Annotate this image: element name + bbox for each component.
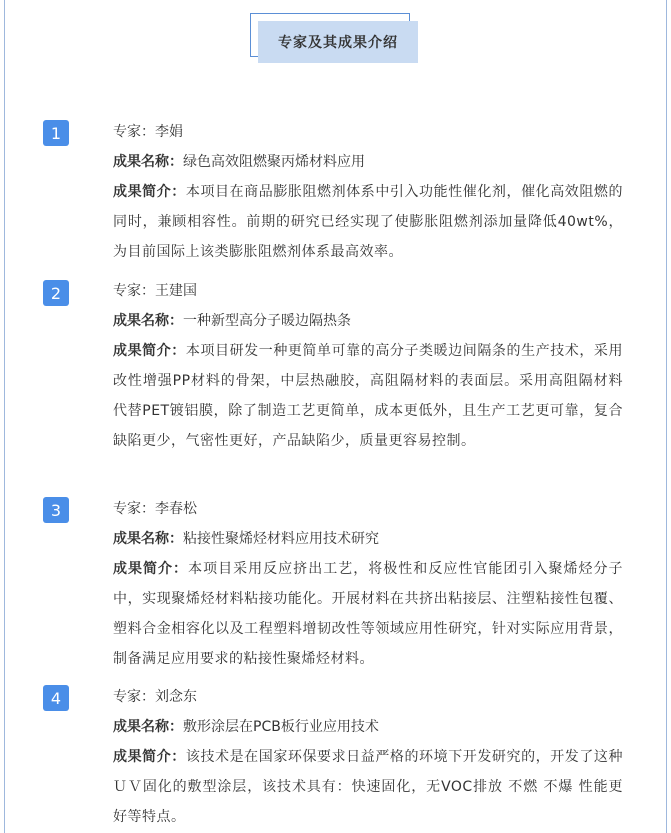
summary-text: 该技术是在国家环保要求日益严格的环境下开发研究的，开发了这种ＵＶ固化的敷型涂层，该技术具有：快速固化，无VOC排放 不燃 不爆 性能更好等特点。 — [113, 749, 624, 825]
achievement-line — [113, 712, 623, 742]
summary-text: 本项目在商品膨胀阻燃剂体系中引入功能性催化剂，催化高效阻燃的同时，兼顾相容性。前期的研究已经实现了使膨胀阻燃剂添加量降低40wt%，为目前国际上该类膨胀阻燃剂体系最高效率。 — [113, 184, 624, 260]
expert-name: 王建国 — [155, 283, 197, 299]
expert-label: 专家： — [113, 124, 155, 140]
achievement-line — [113, 524, 623, 554]
achievement-label: 成果名称： — [113, 154, 183, 170]
summary-line — [113, 554, 623, 674]
expert-line — [113, 276, 623, 306]
achievement-name: 绿色高效阻燃聚丙烯材料应用 — [183, 154, 365, 170]
expert-line — [113, 682, 623, 712]
summary-label: 成果简介： — [113, 184, 186, 200]
expert-label: 专家： — [113, 501, 155, 517]
expert-number-badge: 1 — [43, 120, 69, 146]
expert-line — [113, 494, 623, 524]
achievement-label: 成果名称： — [113, 313, 183, 329]
summary-line — [113, 336, 623, 456]
summary-text: 本项目采用反应挤出工艺，将极性和反应性官能团引入聚烯烃分子中，实现聚烯烃材料粘接功能化。开展材料在共挤出粘接层、注塑粘接性包覆、塑料合金相容化以及工程塑料增韧改性等领域应用性研究，针对实际应用背景，制备满足应用要求的粘接性聚烯烃材料。 — [113, 561, 624, 667]
achievement-name: 粘接性聚烯烃材料应用技术研究 — [183, 531, 379, 547]
summary-line — [113, 742, 623, 832]
summary-label: 成果简介： — [113, 561, 189, 577]
expert-number-badge: 4 — [43, 685, 69, 711]
summary-text: 本项目研发一种更简单可靠的高分子类暖边间隔条的生产技术，采用改性增强PP材料的骨架，中层热融胶，高阻隔材料的表面层。采用高阻隔材料代替PET镀铝膜，除了制造工艺更简单，成本更低外，且生产工艺更可靠，复合缺陷更少，气密性更好，产品缺陷少，质量更容易控制。 — [113, 343, 624, 449]
expert-line — [113, 117, 623, 147]
achievement-line — [113, 306, 623, 336]
achievement-name: 敷形涂层在PCB板行业应用技术 — [183, 719, 379, 735]
summary-label: 成果简介： — [113, 749, 186, 765]
achievement-label: 成果名称： — [113, 719, 183, 735]
expert-label: 专家： — [113, 689, 155, 705]
summary-label: 成果简介： — [113, 343, 186, 359]
expert-label: 专家： — [113, 283, 155, 299]
achievement-name: 一种新型高分子暖边隔热条 — [183, 313, 351, 329]
expert-entry — [113, 117, 623, 267]
expert-number-badge: 3 — [43, 497, 69, 523]
achievement-line — [113, 147, 623, 177]
summary-line — [113, 177, 623, 267]
expert-entry — [113, 276, 623, 456]
expert-entry — [113, 494, 623, 674]
expert-number-badge: 2 — [43, 280, 69, 306]
page-title: 专家及其成果介绍 — [258, 21, 418, 63]
expert-entry — [113, 682, 623, 832]
expert-name: 李春松 — [155, 501, 197, 517]
expert-name: 刘念东 — [155, 689, 197, 705]
achievement-label: 成果名称： — [113, 531, 183, 547]
expert-name: 李娟 — [155, 124, 183, 140]
